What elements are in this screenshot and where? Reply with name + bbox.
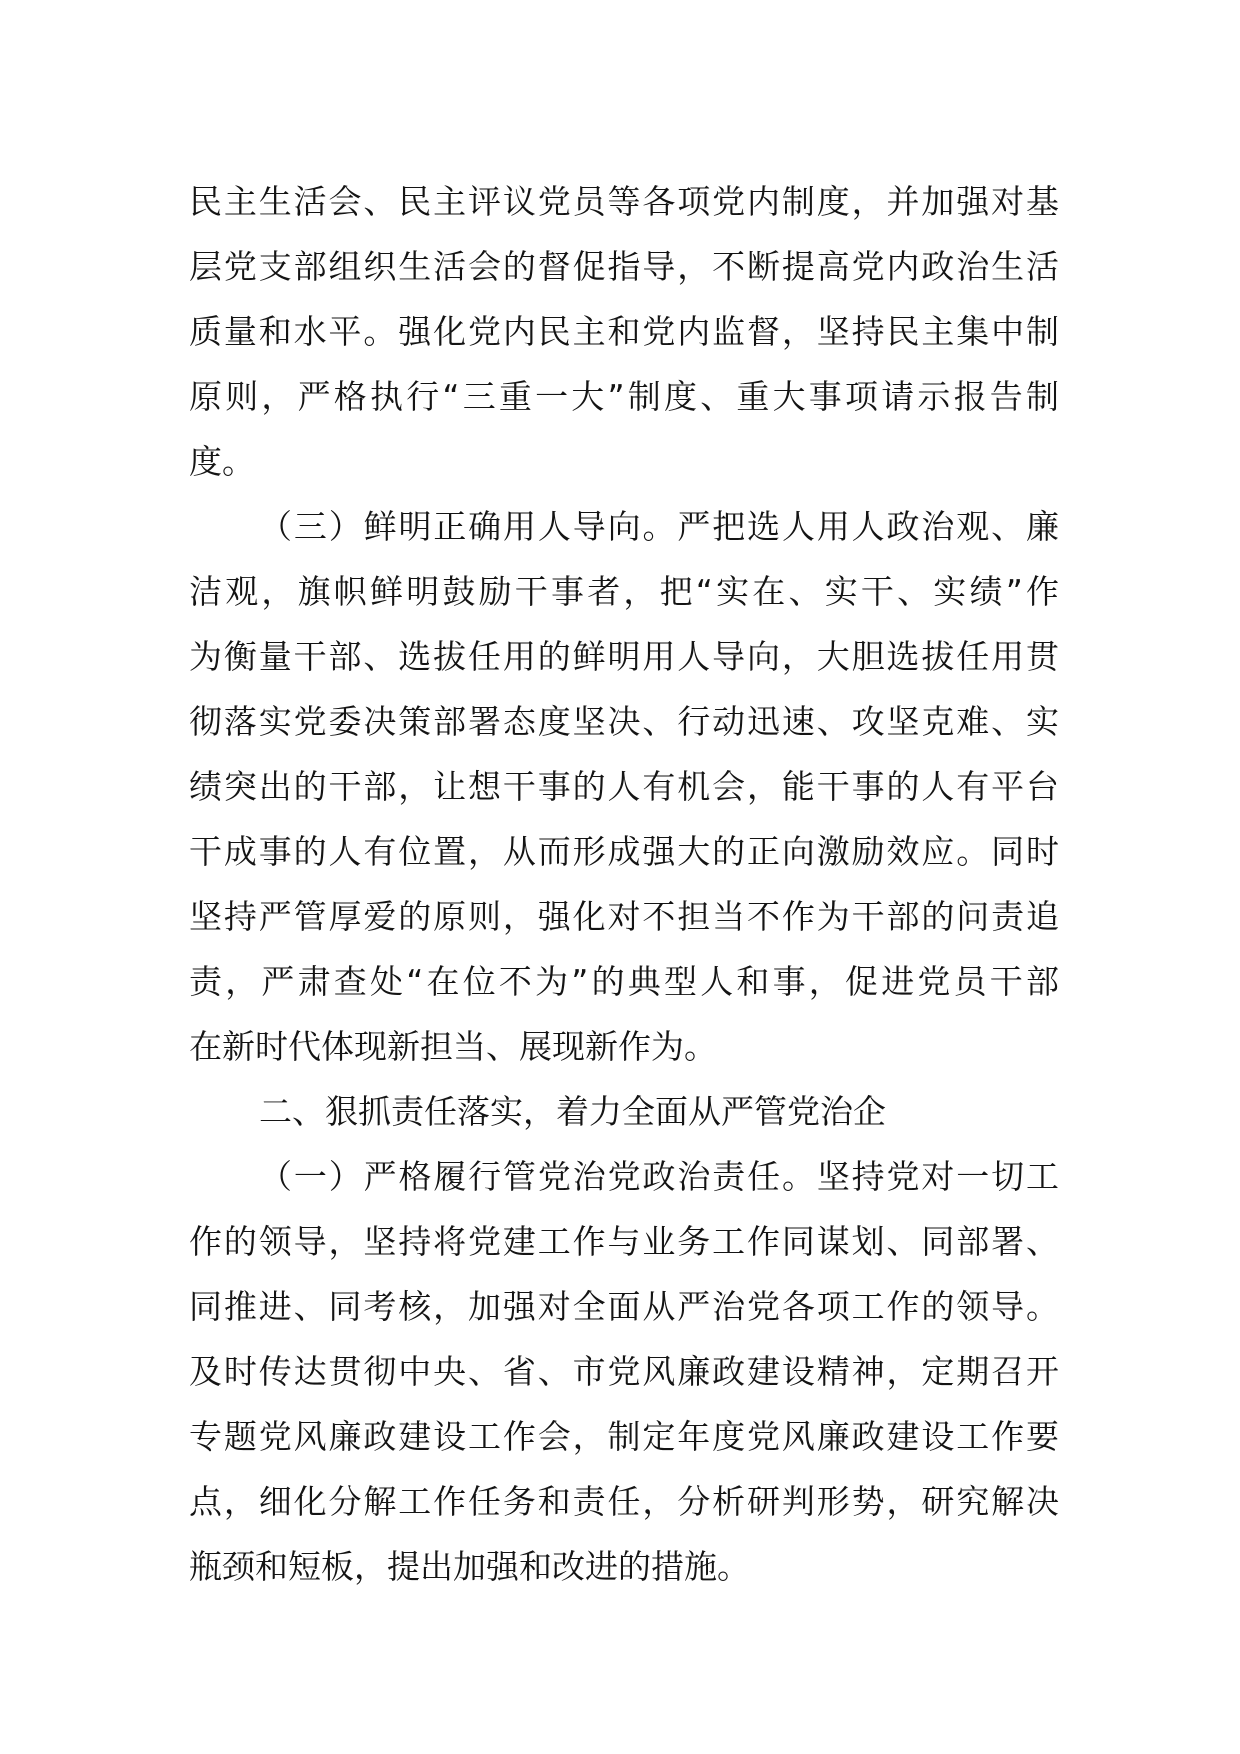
paragraph xyxy=(189,494,1059,1079)
text-line: 彻落实党委决策部署态度坚决、行动迅速、攻坚克难、实 xyxy=(189,702,1059,741)
document-body xyxy=(189,169,1059,1599)
text-line: 专题党风廉政建设工作会，制定年度党风廉政建设工作要 xyxy=(189,1417,1059,1456)
text-line: 坚持严管厚爱的原则，强化对不担当不作为干部的问责追 xyxy=(189,897,1059,936)
text-line: 洁观，旗帜鲜明鼓励干事者，把“实在、实干、实绩”作 xyxy=(189,572,1059,611)
text-line: （三）鲜明正确用人导向。严把选人用人政治观、廉 xyxy=(259,507,1059,546)
text-line: 干成事的人有位置，从而形成强大的正向激励效应。同时 xyxy=(189,832,1059,871)
text-line: 瓶颈和短板，提出加强和改进的措施。 xyxy=(189,1547,750,1586)
text-line: （一）严格履行管党治党政治责任。坚持党对一切工 xyxy=(259,1157,1059,1196)
text-line: 点，细化分解工作任务和责任，分析研判形势，研究解决 xyxy=(189,1482,1059,1521)
text-line: 民主生活会、民主评议党员等各项党内制度，并加强对基 xyxy=(189,182,1059,221)
paragraph xyxy=(189,169,1059,494)
paragraph xyxy=(189,1144,1059,1599)
text-line: 为衡量干部、选拔任用的鲜明用人导向，大胆选拔任用贯 xyxy=(189,637,1059,676)
text-line: 质量和水平。强化党内民主和党内监督，坚持民主集中制 xyxy=(189,312,1059,351)
text-line: 作的领导，坚持将党建工作与业务工作同谋划、同部署、 xyxy=(189,1222,1059,1261)
text-line: 绩突出的干部，让想干事的人有机会，能干事的人有平台 xyxy=(189,767,1059,806)
text-line: 及时传达贯彻中央、省、市党风廉政建设精神，定期召开 xyxy=(189,1352,1059,1391)
text-line: 在新时代体现新担当、展现新作为。 xyxy=(189,1027,717,1066)
section-heading xyxy=(189,1079,1059,1144)
text-line: 层党支部组织生活会的督促指导，不断提高党内政治生活 xyxy=(189,247,1059,286)
text-line: 原则，严格执行“三重一大”制度、重大事项请示报告制 xyxy=(189,377,1059,416)
text-line: 同推进、同考核，加强对全面从严治党各项工作的领导。 xyxy=(189,1287,1059,1326)
text-line: 责，严肃查处“在位不为”的典型人和事，促进党员干部 xyxy=(189,962,1059,1001)
text-line: 度。 xyxy=(189,442,255,481)
text-line: 二、狠抓责任落实，着力全面从严管党治企 xyxy=(259,1092,886,1131)
